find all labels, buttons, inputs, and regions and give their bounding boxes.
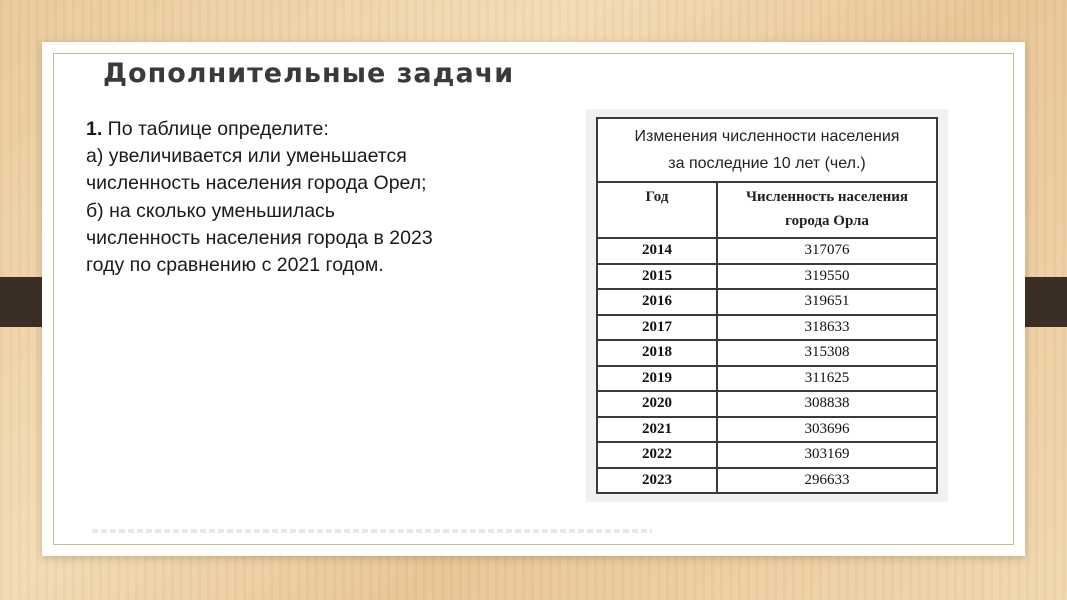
year-cell: 2020 (597, 391, 717, 417)
table-row (597, 238, 937, 264)
population-cell: 311625 (717, 366, 937, 392)
column-header-population-line-1: Численность населения (746, 189, 908, 205)
task-line-2: а) увеличивается или уменьшается (86, 145, 407, 168)
population-cell: 303169 (717, 442, 937, 468)
population-cell: 319651 (717, 289, 937, 315)
year-cell: 2015 (597, 264, 717, 290)
faint-footer-text (92, 529, 652, 533)
task-text (86, 116, 526, 279)
table-row (597, 289, 937, 315)
population-cell: 308838 (717, 391, 937, 417)
table-row (597, 417, 937, 443)
table-image-panel (586, 109, 948, 502)
year-cell: 2023 (597, 468, 717, 494)
table-row (597, 340, 937, 366)
task-line-5: численность населения города в 2023 (86, 226, 433, 249)
year-cell: 2018 (597, 340, 717, 366)
table-caption-line-2: за последние 10 лет (чел.) (668, 155, 866, 172)
task-line-6: году по сравнению с 2021 годом. (86, 254, 384, 277)
column-header-year: Год (597, 182, 717, 238)
population-cell: 317076 (717, 238, 937, 264)
population-cell: 296633 (717, 468, 937, 494)
population-cell: 318633 (717, 315, 937, 341)
population-cell: 315308 (717, 340, 937, 366)
year-cell: 2021 (597, 417, 717, 443)
year-cell: 2017 (597, 315, 717, 341)
year-cell: 2014 (597, 238, 717, 264)
population-cell: 319550 (717, 264, 937, 290)
task-number: 1. (86, 118, 103, 140)
task-line-text: По таблице определите: (102, 118, 329, 140)
population-table (596, 117, 938, 494)
column-header-population-line-2: города Орла (785, 213, 869, 229)
task-line-4: б) на сколько уменьшилась (86, 199, 335, 222)
table-row (597, 264, 937, 290)
task-line-3: численность населения города Орел; (86, 172, 427, 195)
table-caption-line-1: Изменения численности населения (634, 128, 900, 145)
table-row (597, 468, 937, 494)
slide-title: Дополнительные задачи (103, 58, 515, 89)
task-line-1 (86, 116, 526, 143)
column-header-population (717, 182, 937, 238)
year-cell: 2016 (597, 289, 717, 315)
table-row (597, 366, 937, 392)
year-cell: 2022 (597, 442, 717, 468)
table-row (597, 315, 937, 341)
year-cell: 2019 (597, 366, 717, 392)
table-caption (597, 118, 937, 182)
table-row (597, 442, 937, 468)
slide (42, 42, 1025, 556)
table-row (597, 391, 937, 417)
population-cell: 303696 (717, 417, 937, 443)
